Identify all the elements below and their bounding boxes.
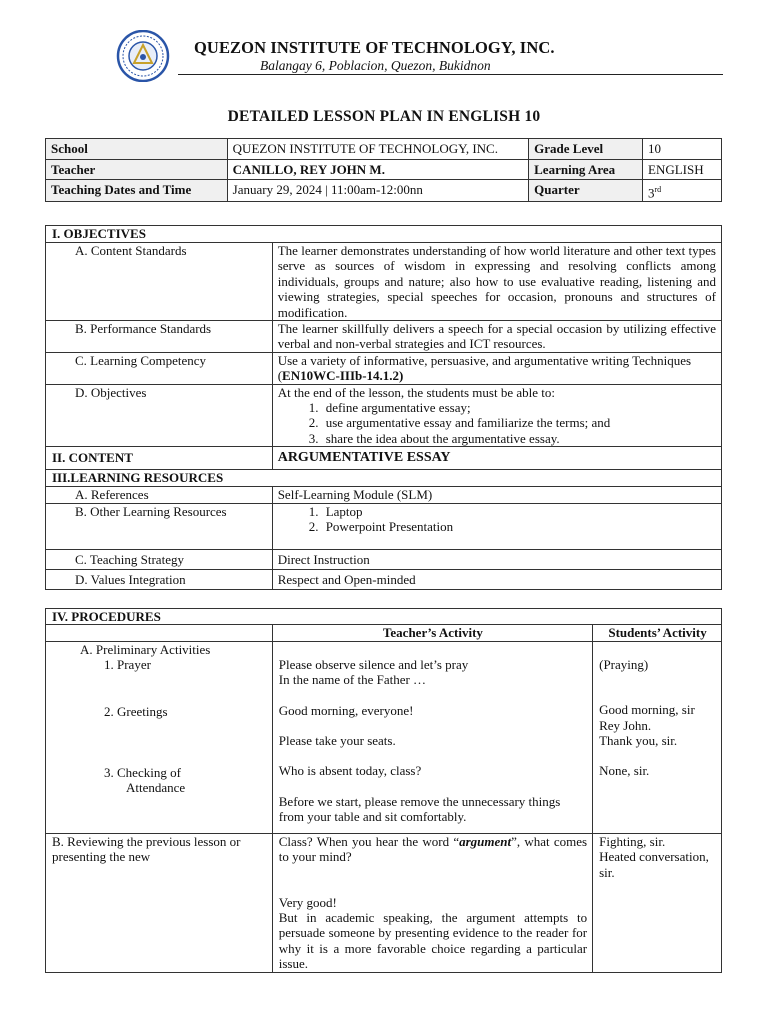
content-topic: ARGUMENTATIVE ESSAY (272, 447, 721, 470)
quarter-number: 3 (648, 185, 655, 201)
greetings-student-line: Thank you, sir. (599, 733, 678, 749)
attendance-student-line: None, sir. (599, 763, 650, 779)
review-student-line: Fighting, sir. (599, 833, 666, 849)
review-teacher-cell (272, 833, 592, 972)
procedures-table (45, 608, 722, 973)
table-row (46, 833, 722, 972)
review-teacher-praise: Very good! (278, 894, 337, 910)
table-row (46, 447, 722, 470)
preliminary-student-cell (593, 641, 722, 833)
performance-standards-label: B. Performance Standards (46, 321, 273, 353)
quarter-value (643, 180, 722, 202)
objectives-label: D. Objectives (46, 384, 273, 447)
teaching-dates-label: Teaching Dates and Time (46, 180, 228, 202)
greetings-student-line: Rey John. (599, 717, 652, 733)
grade-level-label: Grade Level (529, 139, 643, 160)
table-row (46, 549, 722, 569)
review-question-end: ”, what comes to your mind? (278, 833, 588, 865)
teaching-dates-value: January 29, 2024 | 11:00am-12:00nn (227, 180, 528, 202)
review-teacher-question (279, 834, 587, 865)
competency-description: Use a variety of informative, persuasive, and argumentative writing Techniques ( (277, 352, 692, 384)
teaching-strategy-label: C. Teaching Strategy (46, 549, 273, 569)
table-row (46, 625, 722, 641)
teaching-strategy-value: Direct Instruction (272, 549, 721, 569)
competency-code: EN10WC-IIIb-14.1.2) (282, 368, 404, 384)
attendance-label-continued: Attendance (126, 780, 186, 796)
list-item: 1. define argumentative essay; (322, 400, 716, 415)
lesson-info-table (45, 138, 722, 202)
objectives-list-cell (272, 384, 721, 447)
student-activity-header: Students’ Activity (593, 625, 722, 641)
table-row (46, 503, 722, 549)
review-student-cell (593, 833, 722, 972)
preliminary-activities-cell (46, 641, 273, 833)
procedures-blank-header (46, 625, 273, 641)
prayer-teacher-line: In the name of the Father … (278, 672, 427, 688)
table-row (46, 180, 722, 202)
table-row (46, 321, 722, 353)
learning-resources-heading: III.LEARNING RESOURCES (46, 470, 722, 487)
prayer-label: 1. Prayer (104, 657, 151, 673)
table-row (46, 641, 722, 833)
review-student-line: Heated conversation, sir. (599, 849, 709, 880)
greetings-label: 2. Greetings (104, 703, 168, 719)
prayer-teacher-line: Please observe silence and let’s pray (278, 656, 469, 672)
table-row (46, 384, 722, 447)
learning-area-value: ENGLISH (643, 159, 722, 180)
other-resources-label: B. Other Learning Resources (46, 503, 273, 549)
quarter-label: Quarter (529, 180, 643, 202)
greetings-teacher-line: Good morning, everyone! (278, 702, 414, 718)
school-label: School (46, 139, 228, 160)
teacher-activity-header: Teacher’s Activity (272, 625, 592, 641)
argument-keyword: argument (459, 833, 512, 849)
institution-name: QUEZON INSTITUTE OF TECHNOLOGY, INC. (194, 38, 555, 57)
learning-competency-text (272, 352, 721, 384)
table-row (46, 470, 722, 487)
table-row (46, 139, 722, 160)
procedures-heading: IV. PROCEDURES (46, 609, 722, 625)
preliminary-activities-label: A. Preliminary Activities (80, 641, 211, 657)
list-item: 2. use argumentative essay and familiarize the terms; and (322, 415, 716, 430)
prayer-student-line: (Praying) (599, 656, 649, 672)
objectives-intro: At the end of the lesson, the students must be able to: (277, 384, 555, 400)
header-divider (178, 74, 723, 75)
institution-seal-icon (108, 30, 178, 82)
review-teacher-explanation: But in academic speaking, the argument attempts to persuade someone by presenting evidence to the reader for why it is a more favorable choice regarding a particular issue. (278, 910, 588, 972)
school-value: QUEZON INSTITUTE OF TECHNOLOGY, INC. (227, 139, 528, 160)
grade-level-value: 10 (643, 139, 722, 160)
learning-competency-label: C. Learning Competency (46, 352, 273, 384)
document-title: DETAILED LESSON PLAN IN ENGLISH 10 (227, 108, 541, 125)
references-value: Self-Learning Module (SLM) (272, 487, 721, 503)
review-question-start: Class? When you hear the word “ (278, 833, 460, 849)
other-resources-list (322, 504, 716, 535)
preliminary-teacher-cell (272, 641, 592, 833)
content-standards-text: The learner demonstrates understanding of how world literature and other text types serve as sources of wisdom in expressing and resolving conflicts among individuals, groups and nature; also how to use evaluative reading, listening and viewing strategies, special speeches for occasion, pronouns and structures of modification. (272, 243, 721, 321)
objectives-list (322, 400, 716, 446)
objectives-heading: I. OBJECTIVES (46, 226, 722, 243)
learning-area-label: Learning Area (529, 159, 643, 180)
table-row (46, 226, 722, 243)
table-row (46, 159, 722, 180)
values-integration-value: Respect and Open-minded (272, 569, 721, 589)
greetings-student-line: Good morning, sir (599, 702, 695, 718)
references-label: A. References (46, 487, 273, 503)
performance-standards-text: The learner skillfully delivers a speech for a special occasion by utilizing effective verbal and non-verbal strategies and ICT resources. (272, 321, 721, 353)
table-row (46, 352, 722, 384)
greetings-teacher-line: Please take your seats. (278, 733, 396, 749)
table-row (46, 609, 722, 625)
objectives-table (45, 225, 722, 590)
attendance-label: 3. Checking of (104, 765, 181, 781)
table-row (46, 243, 722, 321)
institution-address: Balangay 6, Poblacion, Quezon, Bukidnon (260, 58, 491, 73)
content-heading: II. CONTENT (46, 447, 273, 470)
quarter-suffix: rd (654, 185, 662, 194)
other-resources-cell (272, 503, 721, 549)
table-row (46, 487, 722, 503)
content-standards-label: A. Content Standards (46, 243, 273, 321)
teacher-value: CANILLO, REY JOHN M. (227, 159, 528, 180)
list-item: 1. Laptop (322, 504, 716, 519)
list-item: 2. Powerpoint Presentation (322, 519, 716, 534)
document-header (108, 30, 722, 76)
values-integration-label: D. Values Integration (46, 569, 273, 589)
teacher-label: Teacher (46, 159, 228, 180)
table-row (46, 569, 722, 589)
attendance-teacher-line: Who is absent today, class? (278, 763, 422, 779)
review-label: B. Reviewing the previous lesson or presenting the new (46, 833, 273, 972)
list-item: 3. share the idea about the argumentative essay. (322, 431, 716, 446)
attendance-teacher-line: Before we start, please remove the unnecessary things from your table and sit comfortably. (278, 793, 561, 825)
